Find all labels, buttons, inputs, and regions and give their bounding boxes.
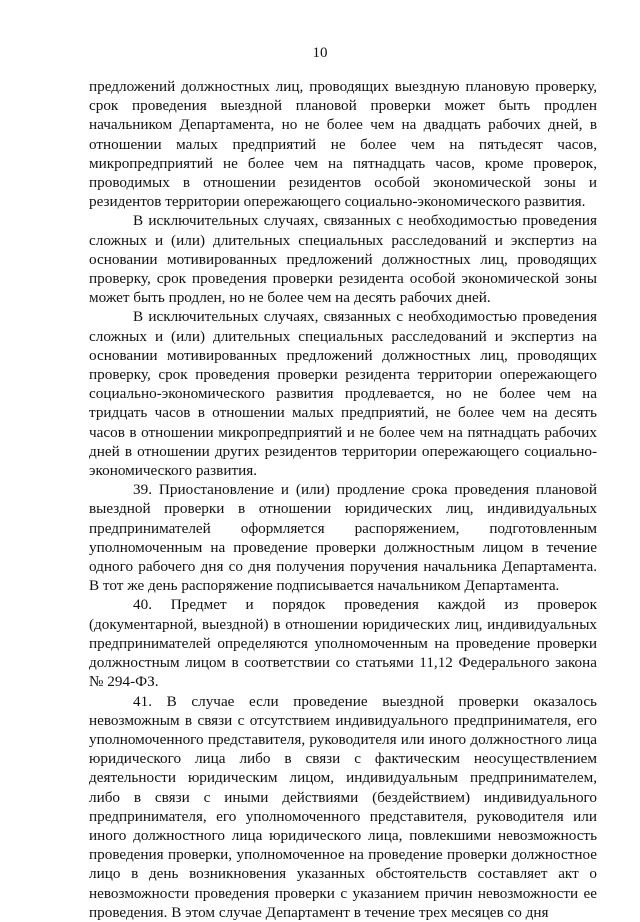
paragraph-special-economic-zone-extension: В исключительных случаях, связанных с необходимостью проведения сложных и (или) длительных специальных расследований и экспертиз на основании мотивированных предложений должностных лиц, проводящих проверку, срок проведения проверки резидента особой экономической зоны может быть продлен, но не более чем на десять рабочих дней. bbox=[89, 212, 597, 307]
paragraph-clause-40: 40. Предмет и порядок проведения каждой из проверок (документарной, выездной) в отношении юридических лиц, индивидуальных предпринимателей определяются уполномоченным на проведение проверки должностным лицом в соответствии со статьями 11,12 Федерального закона № 294-ФЗ. bbox=[89, 596, 597, 691]
paragraph-continuation: предложений должностных лиц, проводящих выездную плановую проверку, срок проведения выездной плановой проверки может быть продлен начальником Департамента, но не более чем на двадцать рабочих дней, в отношении малых предприятий не более чем на пятьдесят часов, микропредприятий не более чем на пятнадцать часов, кроме проверок, проводимых в отношении резидентов особой экономической зоны и резидентов территории опережающего социально-экономического развития. bbox=[89, 78, 597, 211]
paragraph-clause-39: 39. Приостановление и (или) продление срока проведения плановой выездной проверки в отношении юридических лиц, индивидуальных предпринимателей оформляется распоряжением, подготовленным уполномоченным на проведение проверки должностным лицом в течение одного рабочего дня со дня получения поручения начальника Департамента. В тот же день распоряжение подписывается начальником Департамента. bbox=[89, 481, 597, 595]
paragraph-clause-41: 41. В случае если проведение выездной проверки оказалось невозможным в связи с отсутствием индивидуального предпринимателя, его уполномоченного представителя, руководителя или иного должностного лица юридического лица либо в связи с фактическим неосуществлением деятельности юридическим лицом, индивидуальным предпринимателем, либо в связи с иными действиями (бездействием) индивидуального предпринимателя, его уполномоченного представителя, руководителя или иного должностного лица юридического лица, повлекшими невозможность проведения проверки, уполномоченное на проведение проверки должностное лицо в день возникновения указанных обстоятельств составляет акт о невозможности проведения проверки с указанием причин невозможности ее проведения. В этом случае Департамент в течение трех месяцев со дня bbox=[89, 692, 597, 921]
page-number: 10 bbox=[312, 45, 328, 61]
document-body bbox=[89, 77, 597, 922]
paragraph-advanced-development-territory-extension: В исключительных случаях, связанных с необходимостью проведения сложных и (или) длительных специальных расследований и экспертиз на основании мотивированных предложений должностных лиц, проводящих проверку, срок проведения проверки резидента территории опережающего социально-экономического развития продлевается, но не более чем на тридцать часов в отношении малых предприятий, не более чем на десять часов в отношении микропредприятий и не более чем на пятнадцать рабочих дней в отношении других резидентов территории опережающего социально-экономического развития. bbox=[89, 308, 597, 480]
